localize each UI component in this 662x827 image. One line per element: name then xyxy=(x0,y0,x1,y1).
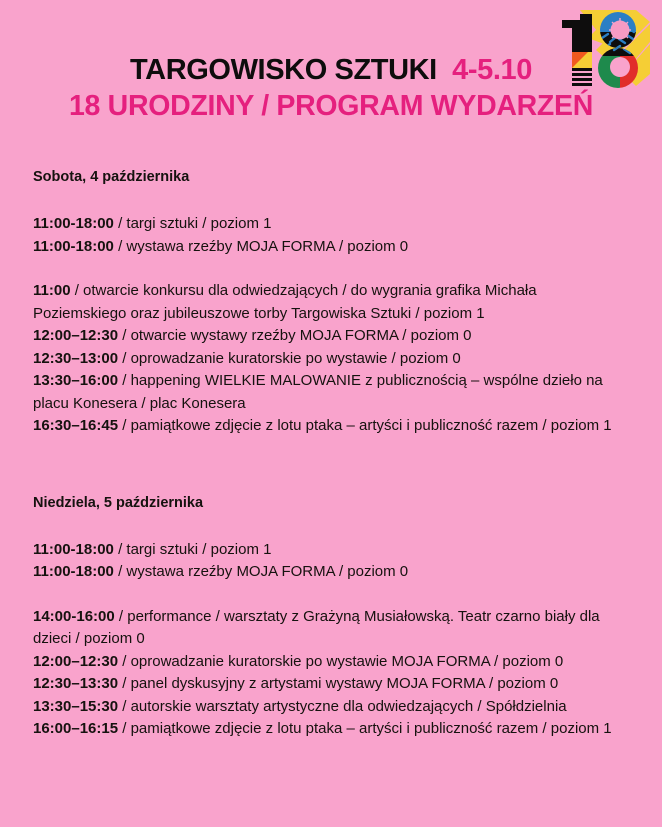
title-dates: 4-5.10 xyxy=(452,54,532,86)
entry-description: / performance / warsztaty z Grażyną Musiałowską. Teatr czarno biały dla dzieci / poziom 0 xyxy=(33,607,600,647)
entry-description: / oprowadzanie kuratorskie po wystawie / poziom 0 xyxy=(118,349,461,367)
entry-description: / otwarcie wystawy rzeźby MOJA FORMA / poziom 0 xyxy=(118,327,472,344)
program-entry xyxy=(33,236,633,259)
entry-group xyxy=(33,280,633,438)
entry-time: 11:00 xyxy=(33,282,71,299)
program-list xyxy=(33,168,633,741)
entry-time: 12:30–13:30 xyxy=(33,675,119,692)
program-entry xyxy=(33,696,633,719)
page-subtitle: 18 URODZINY / PROGRAM WYDARZEŃ xyxy=(68,90,594,122)
entry-time: 11:00-18:00 xyxy=(33,237,114,255)
entry-group xyxy=(33,606,633,741)
program-entry xyxy=(33,539,633,562)
entry-group xyxy=(33,539,633,584)
program-entry xyxy=(33,651,633,674)
entry-description: / pamiątkowe zdjęcie z lotu ptaka – artyści i publiczność razem / poziom 1 xyxy=(118,417,612,434)
program-entry xyxy=(33,213,633,236)
program-entry xyxy=(33,718,633,741)
entry-description: / wystawa rzeźby MOJA FORMA / poziom 0 xyxy=(113,563,409,580)
day-heading: Sobota, 4 października xyxy=(33,169,190,185)
entry-description: / otwarcie konkursu dla odwiedzających / do wygrania grafika Michała Poziemskiego oraz jubileuszowe torby Targowiska Sztuki / poziom 1 xyxy=(33,282,537,322)
entry-description: / oprowadzanie kuratorskie po wystawie MOJA FORMA / poziom 0 xyxy=(118,652,564,670)
entry-description: / wystawa rzeźby MOJA FORMA / poziom 0 xyxy=(113,237,409,255)
entry-time: 11:00-18:00 xyxy=(33,540,114,558)
program-entry xyxy=(33,280,633,325)
title-main: TARGOWISKO SZTUKI xyxy=(130,54,437,86)
entry-time: 16:30–16:45 xyxy=(33,417,119,434)
day-heading: Niedziela, 5 października xyxy=(33,494,204,511)
program-entry xyxy=(33,415,633,438)
entry-time: 12:00–12:30 xyxy=(33,652,119,670)
program-entry xyxy=(33,348,633,371)
day-block xyxy=(33,494,633,741)
program-entry xyxy=(33,606,633,651)
day-block xyxy=(33,168,633,438)
entry-time: 14:00-16:00 xyxy=(33,607,115,625)
entry-time: 16:00–16:15 xyxy=(33,720,119,737)
entry-description: / pamiątkowe zdjęcie z lotu ptaka – artyści i publiczność razem / poziom 1 xyxy=(118,720,612,737)
entry-time: 13:30–16:00 xyxy=(33,372,119,389)
spacer xyxy=(33,584,633,606)
entry-description: / autorskie warsztaty artystyczne dla odwiedzających / Spółdzielnia xyxy=(118,697,567,715)
spacer xyxy=(33,438,633,494)
program-entry xyxy=(33,370,633,415)
entry-description: / targi sztuki / poziom 1 xyxy=(113,215,272,232)
entry-time: 11:00-18:00 xyxy=(33,563,114,580)
entry-time: 11:00-18:00 xyxy=(33,215,114,232)
program-entry xyxy=(33,561,633,584)
program-entry xyxy=(33,673,633,696)
entry-time: 12:30–13:00 xyxy=(33,349,119,367)
spacer xyxy=(33,258,633,280)
entry-description: / happening WIELKIE MALOWANIE z publicznością – wspólne dzieło na placu Konesera / plac Konesera xyxy=(33,372,603,412)
entry-time: 13:30–15:30 xyxy=(33,697,119,715)
page-title xyxy=(0,52,662,88)
entry-time: 12:00–12:30 xyxy=(33,327,119,344)
entry-group xyxy=(33,213,633,258)
poster-header xyxy=(0,52,662,124)
entry-description: / targi sztuki / poziom 1 xyxy=(113,540,272,558)
program-entry xyxy=(33,325,633,348)
entry-description: / panel dyskusyjny z artystami wystawy MOJA FORMA / poziom 0 xyxy=(118,675,559,692)
